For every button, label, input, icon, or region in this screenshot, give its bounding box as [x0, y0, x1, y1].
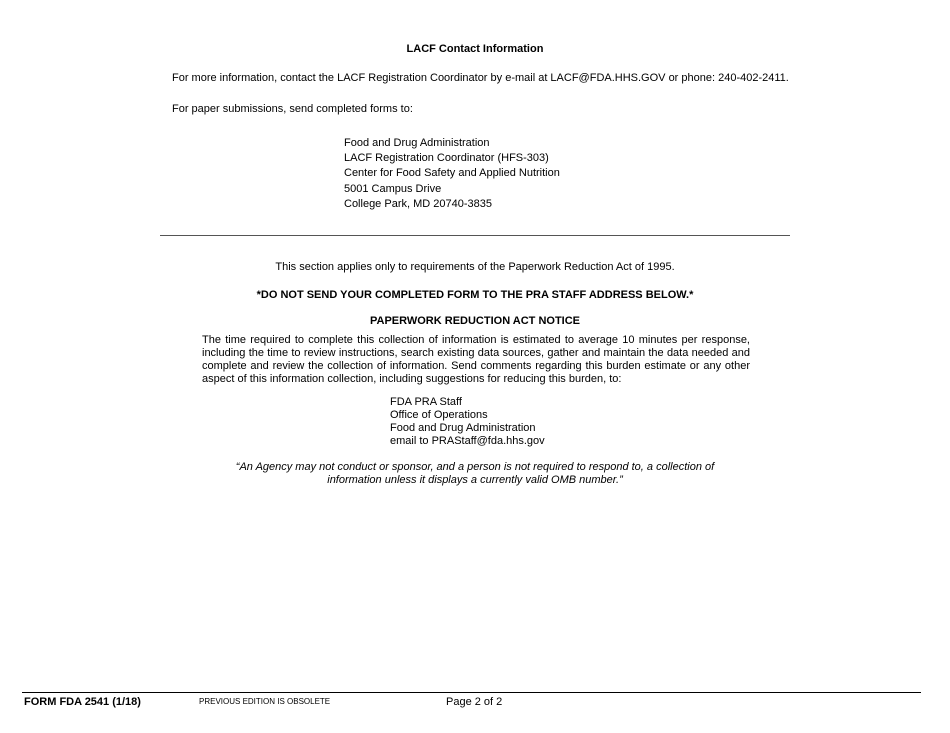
footer-divider: [22, 692, 921, 693]
lacf-mailing-address: [344, 136, 560, 212]
lacf-contact-text: For more information, contact the LACF Registration Coordinator by e-mail at LACF@FDA.HHS.GOV or phone: 240-402-2411.: [172, 72, 789, 84]
pra-applies-text: This section applies only to requirements of the Paperwork Reduction Act of 1995.: [275, 261, 675, 273]
paper-submission-text: For paper submissions, send completed forms to:: [172, 103, 413, 115]
form-identifier: FORM FDA 2541 (1/18): [24, 696, 141, 708]
obsolete-note: PREVIOUS EDITION IS OBSOLETE: [199, 697, 331, 706]
pra-notice-title: PAPERWORK REDUCTION ACT NOTICE: [369, 315, 581, 327]
pra-warning-text: *DO NOT SEND YOUR COMPLETED FORM TO THE PRA STAFF ADDRESS BELOW.*: [256, 289, 694, 301]
omb-quote: “An Agency may not conduct or sponsor, and a person is not required to respond to, a collection of information unless it displays a currently valid OMB number.”: [235, 461, 715, 486]
pra-notice-body: The time required to complete this collection of information is estimated to average 10 minutes per response, including the time to review instructions, search existing data sources, gather and maintain the data needed and complete and review the collection of information. Send comments regarding this burden estimate or any other aspect of this information collection, including suggestions for reducing this burden, to:: [202, 334, 750, 385]
address-line: Food and Drug Administration: [344, 137, 490, 149]
pra-staff-address: [390, 396, 545, 448]
address-line: Center for Food Safety and Applied Nutrition: [344, 167, 560, 180]
address-line: email to PRAStaff@fda.hhs.gov: [390, 435, 545, 447]
address-line: College Park, MD 20740-3835: [344, 197, 492, 210]
page-number: Page 2 of 2: [446, 696, 503, 708]
address-line: Food and Drug Administration: [390, 422, 536, 434]
section-divider: [160, 235, 790, 236]
address-line: Office of Operations: [390, 409, 488, 421]
lacf-section-title: LACF Contact Information: [406, 43, 544, 55]
address-line: 5001 Campus Drive: [344, 182, 442, 195]
address-line: FDA PRA Staff: [390, 396, 462, 408]
address-line: LACF Registration Coordinator (HFS-303): [344, 152, 549, 165]
